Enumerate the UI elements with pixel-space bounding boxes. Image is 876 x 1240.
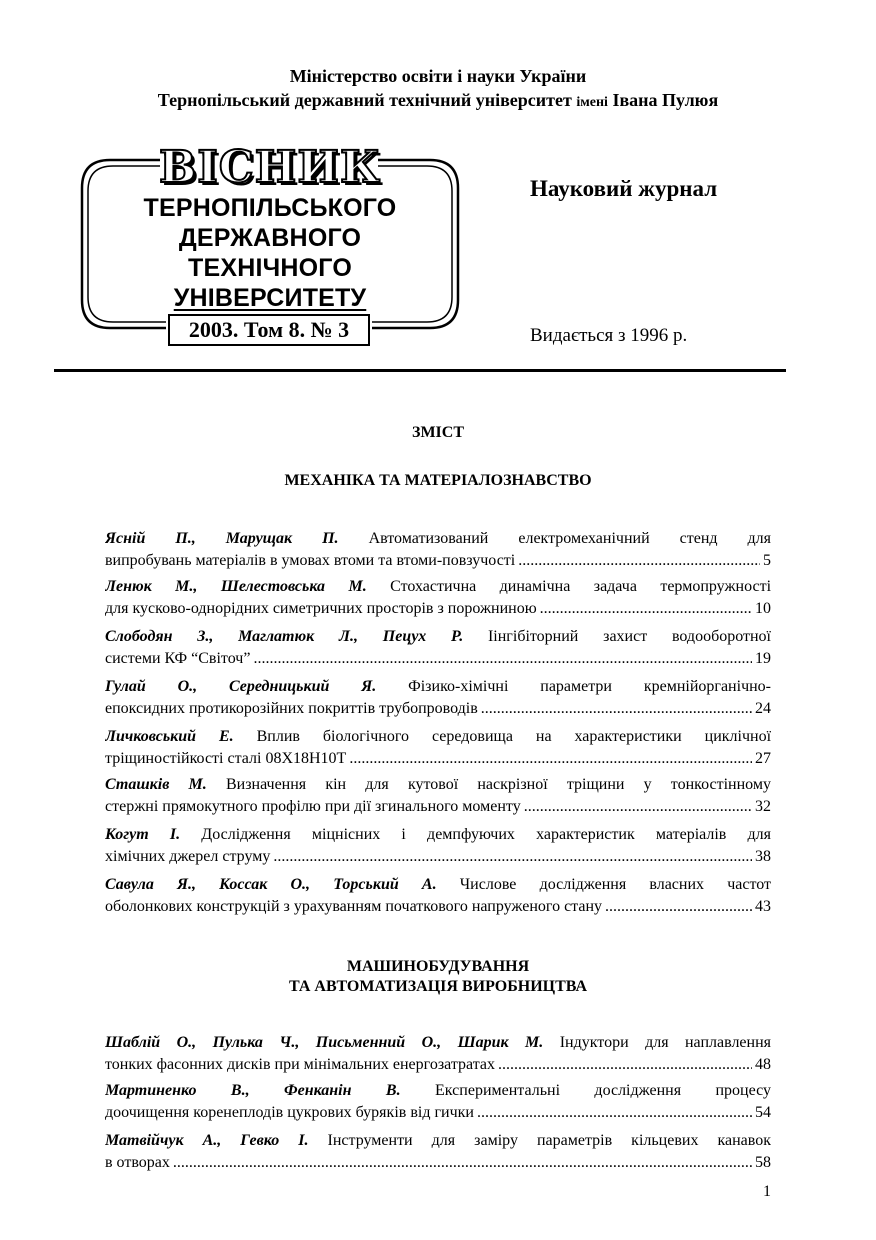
toc-entry-line1	[105, 576, 771, 598]
toc-entry-title-start: Визначення кін для кутової наскрізної тріщини у тонкостінному	[225, 776, 771, 793]
toc-entry-authors: Савула Я., Коссак О., Торський А.	[105, 876, 437, 893]
toc-entry[interactable]	[105, 626, 771, 670]
toc-entry-authors: Сташків М.	[105, 776, 207, 793]
toc-entry-line2	[105, 648, 771, 670]
toc-entry[interactable]	[105, 1130, 771, 1174]
toc-entry-title-start: Експериментальні дослідження процесу	[435, 1082, 771, 1099]
toc-entry-line2	[105, 846, 771, 868]
toc-entry-page: 32	[755, 798, 771, 815]
toc-entry-title-end: стержні прямокутного профілю при дії згинального моменту	[105, 798, 521, 815]
toc-entry-line2	[105, 1152, 771, 1174]
toc-entry-title-start: Автоматизований електромеханічний стенд для	[368, 530, 771, 547]
toc-entry[interactable]	[105, 874, 771, 918]
toc-entry-line1	[105, 1080, 771, 1102]
toc-entry-title-end: тріщиностійкості сталі 08Х18Н10Т	[105, 750, 347, 767]
toc-entry-title-start: Дослідження міцнісних і демпфуючих характеристик матеріалів для	[201, 826, 771, 843]
toc-leader-dots	[524, 796, 752, 818]
toc-entry-title-start: Іінгібіторний захист водооборотної	[487, 628, 771, 645]
toc-entry-line1	[105, 774, 771, 796]
toc-entry-title-start: Числове дослідження власних частот	[459, 876, 771, 893]
logo-line-4: УНІВЕРСИТЕТУ	[173, 284, 367, 312]
toc-entry-title-end: тонких фасонних дисків при мінімальних енергозатратах	[105, 1056, 495, 1073]
toc-leader-dots	[253, 648, 752, 670]
toc-entry-title-end: доочищення коренеплодів цукрових буряків від гички	[105, 1104, 474, 1121]
toc-entry-line1	[105, 1032, 771, 1054]
toc-entry-line2	[105, 1102, 771, 1124]
toc-entry-page: 38	[755, 848, 771, 865]
toc-entry-title-start: Вплив біологічного середовища на характеристики циклічної	[256, 728, 771, 745]
toc-entry-page: 43	[755, 898, 771, 915]
toc-leader-dots	[273, 846, 752, 868]
contents-title: ЗМІСТ	[412, 424, 464, 441]
toc-leader-dots	[477, 1102, 752, 1124]
toc-entry-page: 24	[755, 700, 771, 717]
journal-type: Науковий журнал	[530, 176, 718, 201]
toc-entry-line2	[105, 1054, 771, 1076]
toc-entry-page: 5	[763, 552, 771, 569]
toc-entry[interactable]	[105, 576, 771, 620]
toc-entry-page: 54	[755, 1104, 771, 1121]
toc-entry-authors: Ясній П., Марущак П.	[105, 530, 339, 547]
header-divider	[54, 369, 786, 372]
toc-entry-title-end: оболонкових конструкцій з урахуванням початкового напруженого стану	[105, 898, 603, 915]
toc-entry-authors: Когут І.	[105, 826, 181, 843]
toc-leader-dots	[481, 698, 752, 720]
toc-entry-line1	[105, 874, 771, 896]
toc-entry-title-end: в отворах	[105, 1154, 170, 1171]
section-title-engineering-2: ТА АВТОМАТИЗАЦІЯ ВИРОБНИЦТВА	[289, 978, 587, 995]
logo-line-2: ДЕРЖАВНОГО	[178, 224, 362, 252]
toc-entry-authors: Мартиненко В., Фенканін В.	[105, 1082, 401, 1099]
toc-leader-dots	[605, 896, 752, 918]
toc-entry[interactable]	[105, 528, 771, 572]
published-since: Видається з 1996 р.	[530, 325, 688, 346]
toc-entry-title-end: випробувань матеріалів в умовах втоми та втоми-повзучості	[105, 552, 516, 569]
toc-entry-line1	[105, 626, 771, 648]
toc-entry-line2	[105, 896, 771, 918]
ministry-heading: Міністерство освіти і науки України	[289, 66, 587, 86]
toc-entry[interactable]	[105, 824, 771, 868]
toc-entry-title-start: Інструменти для заміру параметрів кільцевих канавок	[327, 1132, 771, 1149]
toc-entry-line1	[105, 1130, 771, 1152]
toc-leader-dots	[540, 598, 752, 620]
toc-entry-authors: Слободян З., Маглатюк Л., Пецух Р.	[105, 628, 464, 645]
toc-entry[interactable]	[105, 1032, 771, 1076]
toc-entry-title-start: Стохастична динамічна задача термопружності	[390, 578, 771, 595]
toc-entry-authors: Шаблій О., Пулька Ч., Письменний О., Шарик М.	[105, 1034, 544, 1051]
toc-leader-dots	[518, 550, 760, 572]
toc-entry-line2	[105, 598, 771, 620]
toc-entry[interactable]	[105, 726, 771, 770]
toc-entry-line1	[105, 726, 771, 748]
toc-entry-page: 10	[755, 600, 771, 617]
toc-entry-title-end: епоксидних протикорозійних покриттів трубопроводів	[105, 700, 478, 717]
toc-entry-title-end: системи КФ “Світоч”	[105, 650, 251, 667]
toc-leader-dots	[498, 1054, 752, 1076]
toc-entry-title-start: Індуктори для наплавлення	[559, 1034, 771, 1051]
logo-line-1: ТЕРНОПІЛЬСЬКОГО	[143, 194, 397, 222]
university-heading	[0, 90, 876, 111]
toc-entry-line1	[105, 528, 771, 550]
toc-entry-authors: Личковський Е.	[105, 728, 234, 745]
toc-entry[interactable]	[105, 1080, 771, 1124]
toc-entry-line2	[105, 550, 771, 572]
toc-entry-line2	[105, 698, 771, 720]
logo-title: ВІСНИК	[159, 142, 381, 193]
toc-entry-authors: Ленюк М., Шелестовська М.	[105, 578, 367, 595]
toc-leader-dots	[349, 748, 752, 770]
section-title-mechanics: МЕХАНІКА ТА МАТЕРІАЛОЗНАВСТВО	[284, 472, 592, 489]
toc-entry-title-start: Фізико-хімічні параметри кремнійорганічно-	[408, 678, 771, 695]
toc-entry[interactable]	[105, 774, 771, 818]
section-title-engineering-1: МАШИНОБУДУВАННЯ	[346, 958, 530, 975]
toc-entry-page: 19	[755, 650, 771, 667]
toc-leader-dots	[173, 1152, 752, 1174]
university-name-small: імені	[576, 95, 608, 110]
toc-entry-authors: Гулай О., Середницький Я.	[105, 678, 377, 695]
toc-entry[interactable]	[105, 676, 771, 720]
toc-entry-page: 48	[755, 1056, 771, 1073]
toc-entry-page: 27	[755, 750, 771, 767]
toc-entry-line1	[105, 676, 771, 698]
toc-entry-line2	[105, 748, 771, 770]
toc-entry-page: 58	[755, 1154, 771, 1171]
university-name-end: Івана Пулюя	[612, 90, 719, 110]
toc-entry-title-end: хімічних джерел струму	[105, 848, 271, 865]
university-name: Тернопільський державний технічний університет	[157, 90, 572, 110]
toc-entry-line2	[105, 796, 771, 818]
page-number: 1	[763, 1183, 771, 1200]
logo-line-3: ТЕХНІЧНОГО	[188, 254, 352, 282]
toc-entry-title-end: для кусково-однорідних симетричних просторів з порожниною	[105, 600, 537, 617]
issue-badge: 2003. Том 8. № 3	[168, 314, 370, 346]
toc-entry-line1	[105, 824, 771, 846]
journal-logo	[80, 142, 460, 352]
toc-entry-authors: Матвійчук А., Гевко І.	[105, 1132, 309, 1149]
